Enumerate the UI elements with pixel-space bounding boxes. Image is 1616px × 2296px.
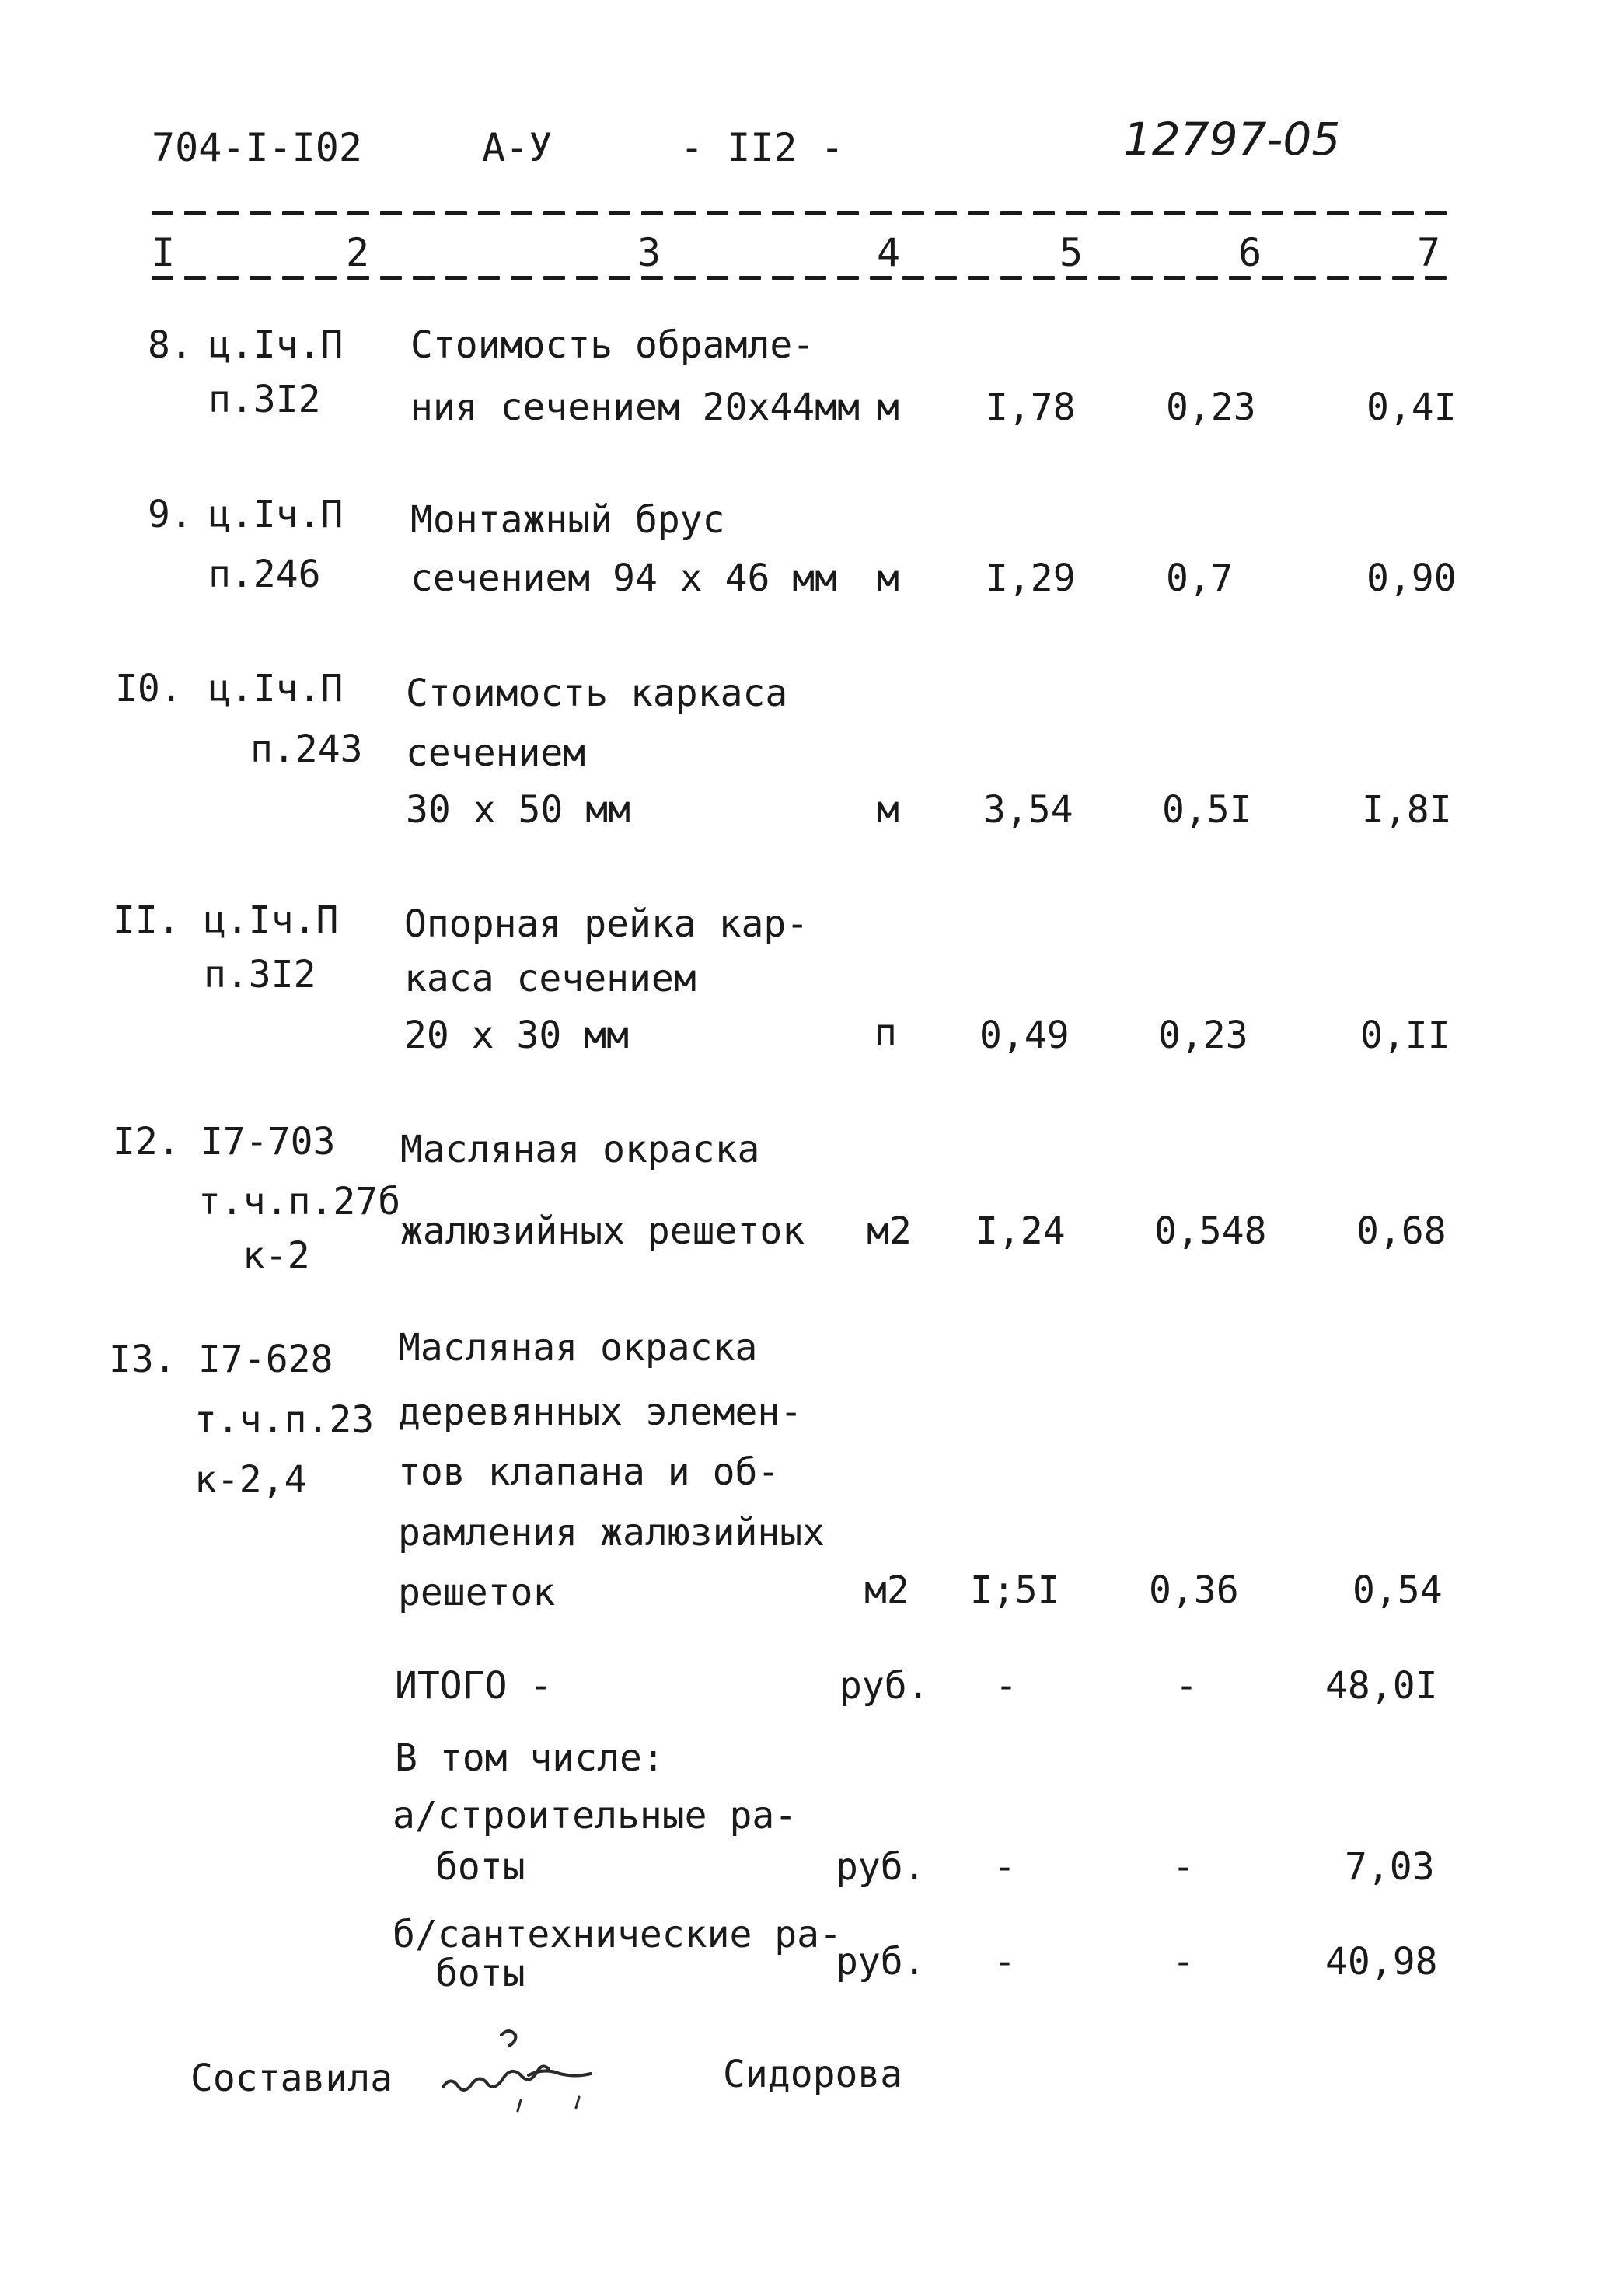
row-code: т.ч.п.23 <box>194 1398 375 1442</box>
row-description: 20 х 30 мм <box>404 1014 629 1057</box>
dash-segment <box>445 211 467 215</box>
row-unit: м2 <box>867 1209 912 1253</box>
dash-segment <box>380 276 402 280</box>
dash-segment <box>772 276 794 280</box>
including-label: В том числе: <box>395 1736 665 1780</box>
dash-segment <box>1294 276 1316 280</box>
dash-segment <box>1392 211 1414 215</box>
dash-segment <box>511 211 532 215</box>
row-quantity: 0,49 <box>979 1014 1070 1057</box>
subtotal-price: - <box>1172 1940 1195 1984</box>
row-description: каса сечением <box>404 957 696 1000</box>
dash-segment <box>739 211 761 215</box>
row-total: 0,90 <box>1366 557 1457 600</box>
row-code: ц.Iч.П <box>208 323 344 367</box>
subtotal-description: а/строительные ра- <box>393 1794 798 1837</box>
dash-segment <box>543 211 565 215</box>
row-unit-price: 0,7 <box>1166 557 1234 600</box>
row-description: рамления жалюзийных <box>398 1511 825 1555</box>
row-description: Масляная окраска <box>398 1326 758 1370</box>
row-unit: п <box>874 1011 897 1055</box>
dash-segment <box>543 276 565 280</box>
totals-amount: 48,0I <box>1325 1664 1438 1708</box>
dash-segment <box>1066 276 1087 280</box>
dash-segment <box>413 276 435 280</box>
dash-segment <box>380 211 402 215</box>
subtotal-amount: 7,03 <box>1345 1845 1435 1889</box>
dash-segment <box>315 211 337 215</box>
dash-segment <box>413 211 435 215</box>
dash-segment <box>1098 276 1120 280</box>
row-description: деревянных элемен- <box>398 1391 803 1434</box>
dash-segment <box>315 276 337 280</box>
dash-segment <box>184 211 206 215</box>
dash-segment <box>1359 211 1381 215</box>
page-number: - II2 - <box>680 125 844 170</box>
compiled-by-label: Составила <box>190 2057 393 2100</box>
row-unit-price: 0,5I <box>1162 788 1252 832</box>
dash-segment <box>1000 276 1022 280</box>
series-code: 704-I-I02 <box>152 125 362 170</box>
row-description: Монтажный брус <box>410 498 725 542</box>
col-num-1: I <box>152 230 176 275</box>
row-unit: м <box>877 386 899 429</box>
col-num-6: 6 <box>1238 230 1262 275</box>
dash-segment <box>1294 211 1316 215</box>
row-code: ц.Iч.П <box>204 899 339 942</box>
dash-segment <box>576 276 598 280</box>
signature <box>435 2013 630 2114</box>
dash-segment <box>1262 211 1283 215</box>
dash-segment <box>217 211 239 215</box>
dash-segment <box>870 276 892 280</box>
col-num-5: 5 <box>1059 230 1084 275</box>
subtotal-description: боты <box>435 1952 525 1995</box>
col-num-3: 3 <box>637 230 661 275</box>
row-unit-price: 0,548 <box>1154 1209 1267 1253</box>
dash-segment <box>707 211 728 215</box>
row-quantity: 3,54 <box>983 788 1073 832</box>
dash-segment <box>1327 276 1349 280</box>
header-divider <box>152 211 1465 216</box>
dash-segment <box>1033 211 1055 215</box>
subtotal-description: боты <box>435 1845 525 1889</box>
row-number: I0. <box>115 667 183 710</box>
row-code: п.246 <box>208 553 321 596</box>
row-description: сечением 94 х 46 мм <box>410 557 838 600</box>
row-unit-price: 0,23 <box>1158 1014 1248 1057</box>
dash-segment <box>478 276 500 280</box>
dash-segment <box>250 276 271 280</box>
dash-segment <box>1262 276 1283 280</box>
dash-segment <box>347 276 369 280</box>
row-quantity: I;5I <box>970 1568 1060 1612</box>
compiler-name: Сидорова <box>723 2053 903 2096</box>
totals-label: ИТОГО - <box>395 1664 553 1708</box>
dash-segment <box>837 276 859 280</box>
dash-segment <box>1425 211 1447 215</box>
dash-segment <box>707 276 728 280</box>
dash-segment <box>609 276 630 280</box>
row-description: решеток <box>398 1571 556 1614</box>
dash-segment <box>739 276 761 280</box>
dash-segment <box>347 211 369 215</box>
subtotal-unit: руб. <box>836 1845 926 1889</box>
subtotal-description: б/сантехнические ра- <box>393 1913 842 1956</box>
row-unit-price: 0,23 <box>1166 386 1256 429</box>
col-num-4: 4 <box>877 230 901 275</box>
row-code: к-2 <box>243 1234 310 1278</box>
dash-segment <box>902 211 924 215</box>
dash-segment <box>935 211 957 215</box>
subtotal-qty: - <box>993 1845 1016 1889</box>
row-code: п.3I2 <box>204 953 316 996</box>
row-unit: м <box>877 557 899 600</box>
dash-segment <box>1131 276 1153 280</box>
dash-segment <box>968 276 989 280</box>
dash-segment <box>1033 276 1055 280</box>
dash-segment <box>184 276 206 280</box>
row-number: 8. <box>148 323 193 367</box>
row-unit: м <box>877 788 899 832</box>
row-unit-price: 0,36 <box>1149 1568 1239 1612</box>
dash-segment <box>870 211 892 215</box>
dash-segment <box>935 276 957 280</box>
totals-qty: - <box>995 1664 1017 1708</box>
dash-segment <box>1327 211 1349 215</box>
row-description: Опорная рейка кар- <box>404 902 809 946</box>
dash-segment <box>674 211 696 215</box>
dash-segment <box>1066 211 1087 215</box>
row-total: I,8I <box>1362 788 1452 832</box>
row-description: 30 х 50 мм <box>406 788 630 832</box>
dash-segment <box>1196 211 1218 215</box>
dash-segment <box>772 211 794 215</box>
dash-segment <box>902 276 924 280</box>
dash-segment <box>576 211 598 215</box>
dash-segment <box>250 211 271 215</box>
dash-segment <box>1000 211 1022 215</box>
dash-segment <box>152 211 173 215</box>
dash-segment <box>968 211 989 215</box>
row-code: п.3I2 <box>208 378 321 421</box>
row-total: 0,4I <box>1366 386 1457 429</box>
row-number: 9. <box>148 493 193 536</box>
row-quantity: I,78 <box>986 386 1076 429</box>
dash-segment <box>1131 211 1153 215</box>
row-unit: м2 <box>864 1568 909 1612</box>
dash-segment <box>1392 276 1414 280</box>
row-code: т.ч.п.27б <box>198 1180 401 1223</box>
dash-segment <box>805 276 826 280</box>
row-code: ц.Iч.П <box>208 667 344 710</box>
row-description: Стоимость каркаса <box>406 672 788 715</box>
row-code: I7-703 <box>201 1120 336 1164</box>
row-number: I3. <box>109 1338 176 1381</box>
dash-segment <box>1229 276 1251 280</box>
row-description: Масляная окраска <box>400 1128 760 1171</box>
row-code: к-2,4 <box>194 1458 307 1502</box>
dash-segment <box>217 276 239 280</box>
row-description: ния сечением 20х44мм <box>410 386 860 429</box>
row-total: 0,54 <box>1352 1568 1443 1612</box>
row-total: 0,II <box>1360 1014 1450 1057</box>
subtotal-price: - <box>1172 1845 1195 1889</box>
dash-segment <box>282 211 304 215</box>
dash-segment <box>609 211 630 215</box>
subtotal-qty: - <box>993 1940 1016 1984</box>
totals-unit: руб. <box>839 1664 930 1708</box>
dash-segment <box>674 276 696 280</box>
dash-segment <box>1425 276 1447 280</box>
dash-segment <box>282 276 304 280</box>
dash-segment <box>1098 211 1120 215</box>
row-description: жалюзийных решеток <box>400 1209 805 1253</box>
column-number-underline <box>152 276 1465 281</box>
row-total: 0,68 <box>1356 1209 1447 1253</box>
dash-segment <box>837 211 859 215</box>
totals-price: - <box>1175 1664 1198 1708</box>
dash-segment <box>1164 276 1185 280</box>
row-quantity: I,29 <box>986 557 1076 600</box>
column-number-row <box>152 230 1465 280</box>
section-code: А-У <box>482 125 553 170</box>
dash-segment <box>805 211 826 215</box>
dash-segment <box>511 276 532 280</box>
document-number: 12797-05 <box>1123 113 1341 166</box>
dash-segment <box>1164 211 1185 215</box>
dash-segment <box>641 211 663 215</box>
dash-segment <box>1359 276 1381 280</box>
dash-segment <box>445 276 467 280</box>
row-number: I2. <box>113 1120 180 1164</box>
row-number: II. <box>113 899 180 942</box>
dash-segment <box>1229 211 1251 215</box>
dash-segment <box>1196 276 1218 280</box>
row-quantity: I,24 <box>976 1209 1066 1253</box>
row-description: сечением <box>406 731 586 775</box>
subtotal-unit: руб. <box>836 1940 926 1984</box>
row-code: ц.Iч.П <box>208 493 344 536</box>
dash-segment <box>152 276 173 280</box>
subtotal-amount: 40,98 <box>1325 1940 1438 1984</box>
col-num-7: 7 <box>1417 230 1441 275</box>
col-num-2: 2 <box>346 230 370 275</box>
dash-segment <box>641 276 663 280</box>
dash-segment <box>478 211 500 215</box>
row-description: тов клапана и об- <box>398 1450 780 1494</box>
row-code: п.243 <box>250 728 363 771</box>
row-description: Стоимость обрамле- <box>410 323 815 367</box>
row-code: I7-628 <box>198 1338 333 1381</box>
